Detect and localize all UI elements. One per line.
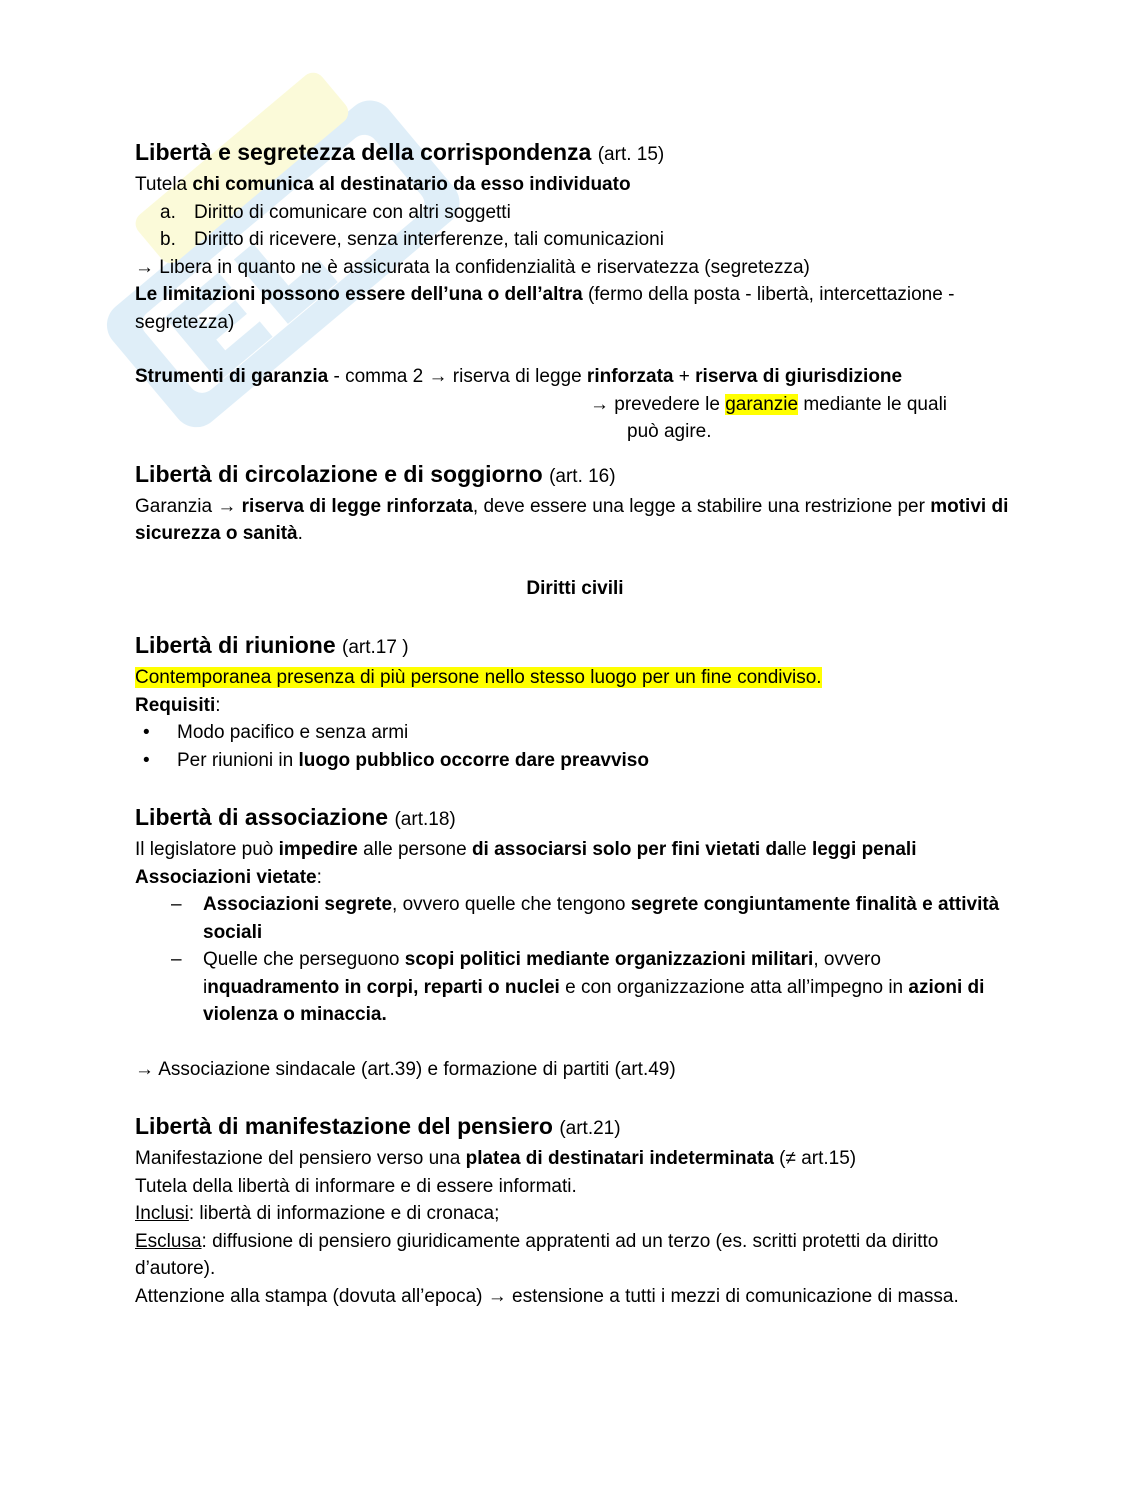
art15-guarantee-line-3: può agire. — [627, 421, 712, 442]
list-item: • Modo pacifico e senza armi — [135, 719, 1015, 747]
section-art18-heading: Libertà di associazione (art.18) — [135, 804, 456, 830]
list-item: – Quelle che perseguono scopi politici mediante organizzazioni militari, ovvero inquadramento in corpi, reparti o nuclei e con organizzazione atta all’impegno in azioni di violenza o minaccia. — [135, 946, 1015, 1029]
arrow-icon: → — [487, 1285, 507, 1307]
list-item: • Per riunioni in luogo pubblico occorre dare preavviso — [135, 747, 1015, 775]
section-art16-heading: Libertà di circolazione e di soggiorno (art. 16) — [135, 460, 616, 487]
art21-line-2: Tutela della libertà di informare e di essere informati. — [135, 1175, 577, 1197]
art17-definition: Contemporanea presenza di più persone nello stesso luogo per un fine condiviso. — [135, 667, 822, 688]
document-body — [135, 136, 1015, 1310]
dash-icon: – — [171, 894, 182, 915]
art21-line-4: Esclusa: diffusione di pensiero giuridicamente appratenti ad un terzo (es. scritti protetti da diritto d’autore). — [135, 1230, 939, 1279]
art18-line-1: Il legislatore può impedire alle persone di associarsi solo per fini vietati dalle leggi penali — [135, 839, 917, 860]
section-art15-heading: Libertà e segretezza della corrispondenza (art. 15) — [135, 139, 665, 165]
art16-paragraph: Garanzia → riserva di legge rinforzata, deve essere una legge a stabilire una restrizione per motivi di sicurezza o sanità. — [135, 495, 1009, 544]
list-item: b. Diritto di ricevere, senza interferenze, tali comunicazioni — [160, 229, 664, 250]
list-item: – Associazioni segrete, ovvero quelle che tengono segrete congiuntamente finalità e attività sociali — [135, 891, 1015, 946]
art15-line-1: Tutela chi comunica al destinatario da esso individuato — [135, 174, 631, 195]
center-heading: Diritti civili — [526, 577, 624, 599]
art21-line-5: Attenzione alla stampa (dovuta all’epoca) → estensione a tutti i mezzi di comunicazione di massa. — [135, 1285, 959, 1307]
art15-guarantee-line-2: → prevedere le garanzie mediante le quali — [590, 393, 948, 415]
arrow-icon: → — [135, 256, 154, 278]
art15-line-3: Le limitazioni possono essere dell’una o dell’altra (fermo della posta - libertà, intercettazione - segretezza) — [135, 284, 955, 333]
art18-dash-list — [135, 891, 1015, 1029]
arrow-icon: → — [217, 495, 237, 517]
art18-note: → Associazione sindacale (art.39) e formazione di partiti (art.49) — [135, 1058, 676, 1080]
arrow-icon: → — [428, 366, 448, 387]
art15-guarantee-line: Strumenti di garanzia - comma 2 → riserva di legge rinforzata + riserva di giurisdizione — [135, 366, 903, 387]
art15-line-2: → Libera in quanto ne è assicurata la confidenzialità e riservatezza (segretezza) — [135, 256, 810, 278]
art21-line-3: Inclusi: libertà di informazione e di cronaca; — [135, 1203, 500, 1224]
art18-line-2: Associazioni vietate: — [135, 866, 322, 888]
arrow-icon: → — [135, 1058, 154, 1080]
section-art21-heading: Libertà di manifestazione del pensiero (art.21) — [135, 1113, 621, 1139]
bullet-icon: • — [143, 722, 150, 743]
dash-icon: – — [171, 949, 182, 970]
section-art17-heading: Libertà di riunione (art.17 ) — [135, 632, 409, 658]
arrow-icon: → — [590, 393, 609, 415]
art15-ordered-list — [135, 199, 1015, 254]
list-item: a. Diritto di comunicare con altri soggetti — [160, 201, 511, 223]
bullet-icon: • — [143, 749, 150, 771]
art17-requirements-label: Requisiti: — [135, 694, 221, 716]
art21-line-1: Manifestazione del pensiero verso una platea di destinatari indeterminata (≠ art.15) — [135, 1148, 857, 1169]
art17-bullet-list — [135, 719, 1015, 774]
